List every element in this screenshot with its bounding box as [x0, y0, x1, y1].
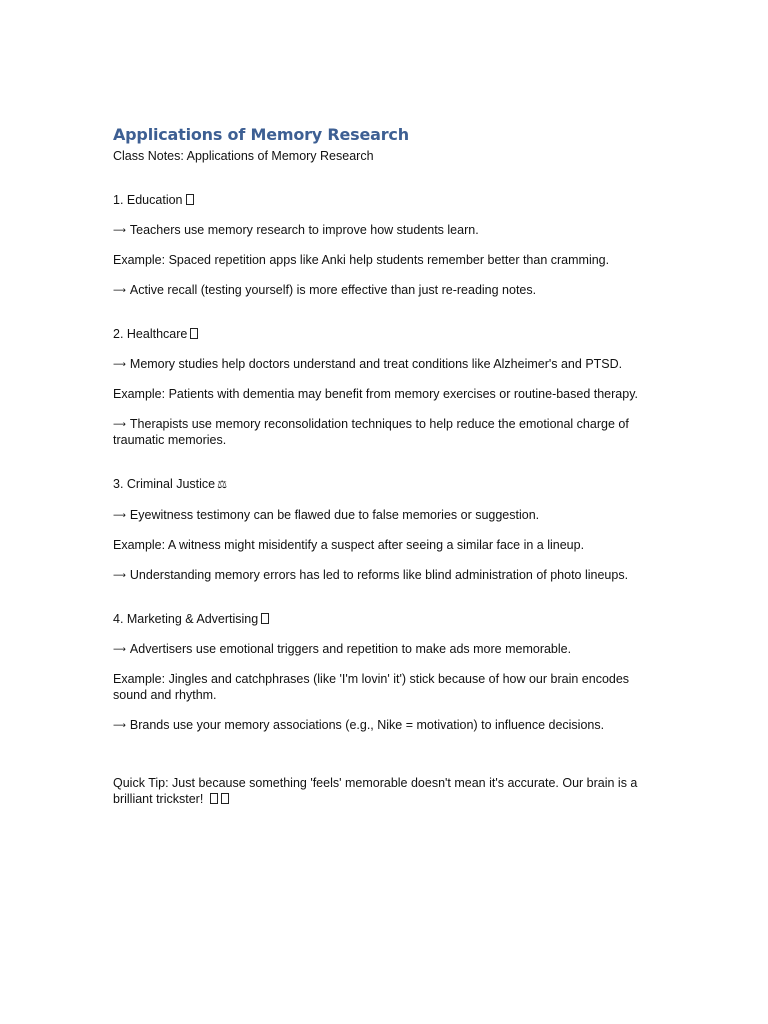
list-item: ⟶ Advertisers use emotional triggers and repetition to make ads more memorable.: [113, 642, 572, 656]
section-heading: 2. Healthcare: [113, 326, 653, 342]
list-item: ⟶ Memory studies help doctors understand and treat conditions like Alzheimer's and PTSD.: [113, 357, 623, 371]
arrow-icon: ⟶: [113, 225, 126, 235]
list-item: ⟶ Active recall (testing yourself) is more effective than just re-reading notes.: [113, 283, 537, 297]
section-marketing: [113, 611, 653, 733]
example-text: Example: Jingles and catchphrases (like 'I'm lovin' it') stick because of how our brain encodes sound and rhythm.: [113, 672, 630, 702]
quick-tip: Quick Tip: Just because something 'feels' memorable doesn't mean it's accurate. Our brain is a brilliant trickster!: [113, 776, 638, 806]
example-text: Example: Spaced repetition apps like Anki help students remember better than cramming.: [113, 253, 610, 267]
list-item: ⟶ Teachers use memory research to improve how students learn.: [113, 223, 479, 237]
arrow-icon: ⟶: [113, 720, 126, 730]
book-icon: [186, 194, 194, 205]
arrow-icon: ⟶: [113, 285, 126, 295]
document-page: [113, 124, 653, 820]
section-criminal-justice: [113, 476, 653, 583]
arrow-icon: ⟶: [113, 570, 126, 580]
megaphone-icon: [261, 613, 269, 624]
arrow-icon: ⟶: [113, 359, 126, 369]
arrow-icon: ⟶: [113, 644, 126, 654]
list-item: ⟶ Therapists use memory reconsolidation techniques to help reduce the emotional charge of traumatic memories.: [113, 417, 629, 447]
arrow-icon: ⟶: [113, 419, 126, 429]
sparkle-icon: [221, 793, 229, 804]
page-title: Applications of Memory Research: [113, 125, 409, 144]
list-item: ⟶ Brands use your memory associations (e.g., Nike = motivation) to influence decisions.: [113, 718, 605, 732]
list-item: ⟶ Understanding memory errors has led to reforms like blind administration of photo lineups.: [113, 568, 629, 582]
section-heading: 3. Criminal Justice ⚖: [113, 477, 227, 491]
list-item: ⟶ Eyewitness testimony can be flawed due to false memories or suggestion.: [113, 508, 540, 522]
example-text: Example: Patients with dementia may benefit from memory exercises or routine-based therapy.: [113, 387, 638, 401]
scales-icon: ⚖: [217, 479, 227, 491]
medical-icon: [190, 328, 198, 339]
section-heading: 4. Marketing & Advertising: [113, 611, 653, 627]
example-text: Example: A witness might misidentify a suspect after seeing a similar face in a lineup.: [113, 538, 585, 552]
brain-icon: [210, 793, 218, 804]
section-heading: 1. Education: [113, 192, 653, 208]
section-education: [113, 192, 653, 298]
page-subtitle: Class Notes: Applications of Memory Research: [113, 149, 374, 163]
section-healthcare: [113, 326, 653, 448]
arrow-icon: ⟶: [113, 510, 126, 520]
